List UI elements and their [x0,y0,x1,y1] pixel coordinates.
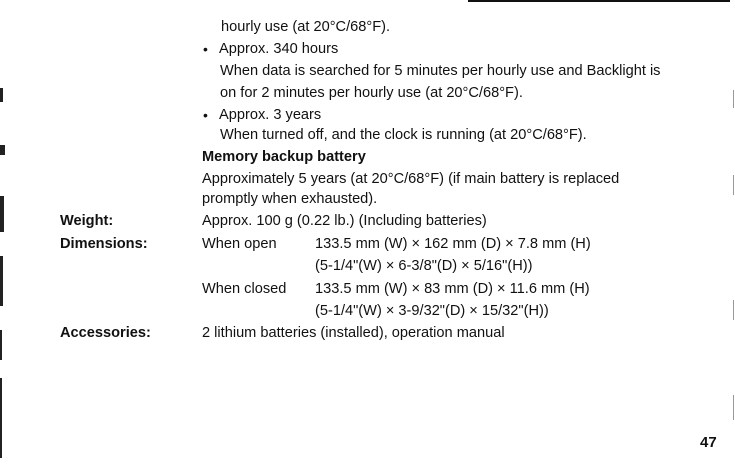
scan-edge-mark [0,378,2,458]
dimensions-closed-label: When closed [202,281,287,297]
scan-edge-mark [733,395,734,420]
accessories-label: Accessories: [60,325,151,341]
scan-edge-mark [0,88,3,102]
memory-backup-text-2: promptly when exhausted). [202,191,378,207]
memory-backup-text-1: Approximately 5 years (at 20°C/68°F) (if main battery is replaced [202,171,620,187]
memory-backup-heading: Memory backup battery [202,149,366,165]
top-rule [468,0,730,2]
scan-edge-mark [0,145,5,155]
battery-life-bullet-2: Approx. 340 hours [219,41,339,57]
page-number: 47 [700,434,717,451]
dimensions-open-imperial: (5-1/4"(W) × 6-3/8"(D) × 5/16"(H)) [315,258,533,274]
accessories-value: 2 lithium batteries (installed), operation manual [202,325,505,341]
weight-value: Approx. 100 g (0.22 lb.) (Including batteries) [202,213,487,229]
dimensions-open-metric: 133.5 mm (W) × 162 mm (D) × 7.8 mm (H) [315,236,591,252]
dimensions-label: Dimensions: [60,236,148,252]
weight-label: Weight: [60,213,114,229]
scan-edge-mark [0,330,2,360]
battery-life-bullet-2-text-2: on for 2 minutes per hourly use (at 20°C/68°F). [220,85,523,101]
scan-edge-mark [733,90,734,108]
battery-life-line-1: hourly use (at 20°C/68°F). [221,19,391,35]
battery-life-bullet-3-text: When turned off, and the clock is running (at 20°C/68°F). [220,127,587,143]
scan-edge-mark [733,175,734,195]
dimensions-closed-imperial: (5-1/4"(W) × 3-9/32"(D) × 15/32"(H)) [315,303,549,319]
dimensions-closed-metric: 133.5 mm (W) × 83 mm (D) × 11.6 mm (H) [315,281,590,297]
battery-life-bullet-2-text-1: When data is searched for 5 minutes per hourly use and Backlight is [220,63,661,79]
battery-life-bullet-3: Approx. 3 years [219,107,322,123]
bullet-icon: • [203,107,208,123]
dimensions-open-label: When open [202,236,277,252]
scan-edge-mark [0,196,4,232]
scan-edge-mark [733,300,734,320]
scan-edge-mark [0,256,3,306]
bullet-icon: • [203,41,208,57]
